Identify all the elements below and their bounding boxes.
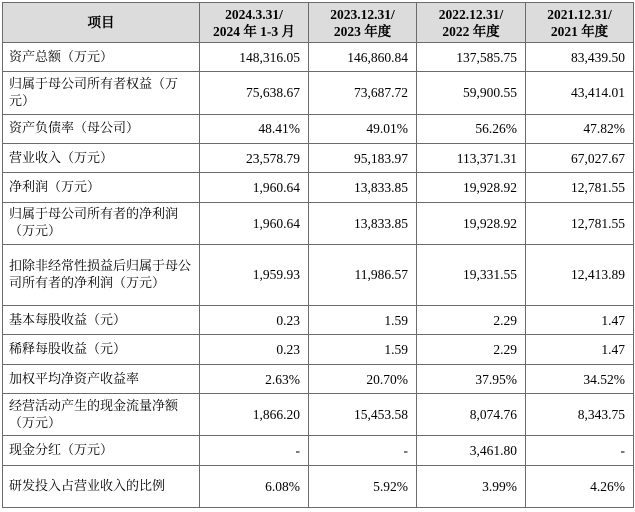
header-period-1 (200, 3, 309, 43)
cell-value: 4.26% (526, 465, 634, 507)
cell-value: - (526, 436, 634, 465)
table-row (3, 335, 634, 364)
cell-value: 5.92% (309, 465, 417, 507)
cell-value: 137,585.75 (417, 43, 526, 72)
table-row (3, 173, 634, 202)
cell-value: 19,331.55 (417, 244, 526, 305)
row-label: 归属于母公司所有者的净利润（万元） (3, 202, 200, 244)
cell-value: 23,578.79 (200, 143, 309, 172)
table-row (3, 143, 634, 172)
financial-data-table (2, 2, 634, 508)
row-label: 现金分红（万元） (3, 436, 200, 465)
cell-value: 1.47 (526, 335, 634, 364)
header-period-4 (526, 3, 634, 43)
cell-value: 8,343.75 (526, 394, 634, 436)
header-period-span: 2022 年度 (442, 23, 500, 39)
table-row (3, 364, 634, 393)
cell-value: 19,928.92 (417, 202, 526, 244)
cell-value: 2.63% (200, 364, 309, 393)
cell-value: 1.47 (526, 305, 634, 334)
cell-value: 8,074.76 (417, 394, 526, 436)
table-row (3, 72, 634, 114)
cell-value: 146,860.84 (309, 43, 417, 72)
header-period-date: 2023.12.31/ (330, 6, 395, 22)
table-header-row (3, 3, 634, 43)
cell-value: 0.23 (200, 335, 309, 364)
cell-value: 67,027.67 (526, 143, 634, 172)
cell-value: 2.29 (417, 335, 526, 364)
cell-value: 12,781.55 (526, 202, 634, 244)
table-row (3, 43, 634, 72)
cell-value: 59,900.55 (417, 72, 526, 114)
table-row (3, 436, 634, 465)
cell-value: - (200, 436, 309, 465)
cell-value: 20.70% (309, 364, 417, 393)
cell-value: 47.82% (526, 114, 634, 143)
row-label: 经营活动产生的现金流量净额（万元） (3, 394, 200, 436)
row-label: 净利润（万元） (3, 173, 200, 202)
header-period-date: 2022.12.31/ (438, 6, 504, 22)
cell-value: 73,687.72 (309, 72, 417, 114)
cell-value: 43,414.01 (526, 72, 634, 114)
cell-value: 1.59 (309, 305, 417, 334)
cell-value: 12,413.89 (526, 244, 634, 305)
table-row (3, 305, 634, 334)
header-item (3, 3, 200, 43)
cell-value: 13,833.85 (309, 173, 417, 202)
table-row (3, 394, 634, 436)
row-label: 稀释每股收益（元） (3, 335, 200, 364)
cell-value: 48.41% (200, 114, 309, 143)
cell-value: 1,960.64 (200, 173, 309, 202)
header-period-span: 2024 年 1-3 月 (212, 23, 296, 39)
row-label: 营业收入（万元） (3, 143, 200, 172)
header-period-span: 2021 年度 (550, 23, 609, 39)
row-label: 资产总额（万元） (3, 43, 200, 72)
row-label: 加权平均净资产收益率 (3, 364, 200, 393)
row-label: 归属于母公司所有者权益（万元） (3, 72, 200, 114)
cell-value: 3,461.80 (417, 436, 526, 465)
cell-value: 1,866.20 (200, 394, 309, 436)
table-row (3, 244, 634, 305)
header-period-date: 2021.12.31/ (547, 6, 612, 22)
cell-value: 1,960.64 (200, 202, 309, 244)
cell-value: 49.01% (309, 114, 417, 143)
cell-value: 148,316.05 (200, 43, 309, 72)
table-row (3, 114, 634, 143)
header-period-3 (417, 3, 526, 43)
cell-value: 2.29 (417, 305, 526, 334)
row-label: 资产负债率（母公司） (3, 114, 200, 143)
cell-value: 1,959.93 (200, 244, 309, 305)
header-item-label: 项目 (87, 15, 115, 30)
header-period-span: 2023 年度 (333, 23, 392, 39)
row-label: 研发投入占营业收入的比例 (3, 465, 200, 507)
cell-value: 56.26% (417, 114, 526, 143)
cell-value: 11,986.57 (309, 244, 417, 305)
table-row (3, 202, 634, 244)
header-period-date: 2024.3.31/ (225, 6, 283, 22)
cell-value: 95,183.97 (309, 143, 417, 172)
cell-value: 83,439.50 (526, 43, 634, 72)
cell-value: 0.23 (200, 305, 309, 334)
cell-value: 34.52% (526, 364, 634, 393)
header-period-2 (309, 3, 417, 43)
cell-value: 3.99% (417, 465, 526, 507)
cell-value: 6.08% (200, 465, 309, 507)
table-row (3, 465, 634, 507)
row-label: 扣除非经常性损益后归属于母公司所有者的净利润（万元） (3, 244, 200, 305)
cell-value: 1.59 (309, 335, 417, 364)
cell-value: 75,638.67 (200, 72, 309, 114)
cell-value: 113,371.31 (417, 143, 526, 172)
cell-value: 37.95% (417, 364, 526, 393)
row-label: 基本每股收益（元） (3, 305, 200, 334)
cell-value: 19,928.92 (417, 173, 526, 202)
cell-value: 12,781.55 (526, 173, 634, 202)
cell-value: 13,833.85 (309, 202, 417, 244)
cell-value: 15,453.58 (309, 394, 417, 436)
cell-value: - (309, 436, 417, 465)
